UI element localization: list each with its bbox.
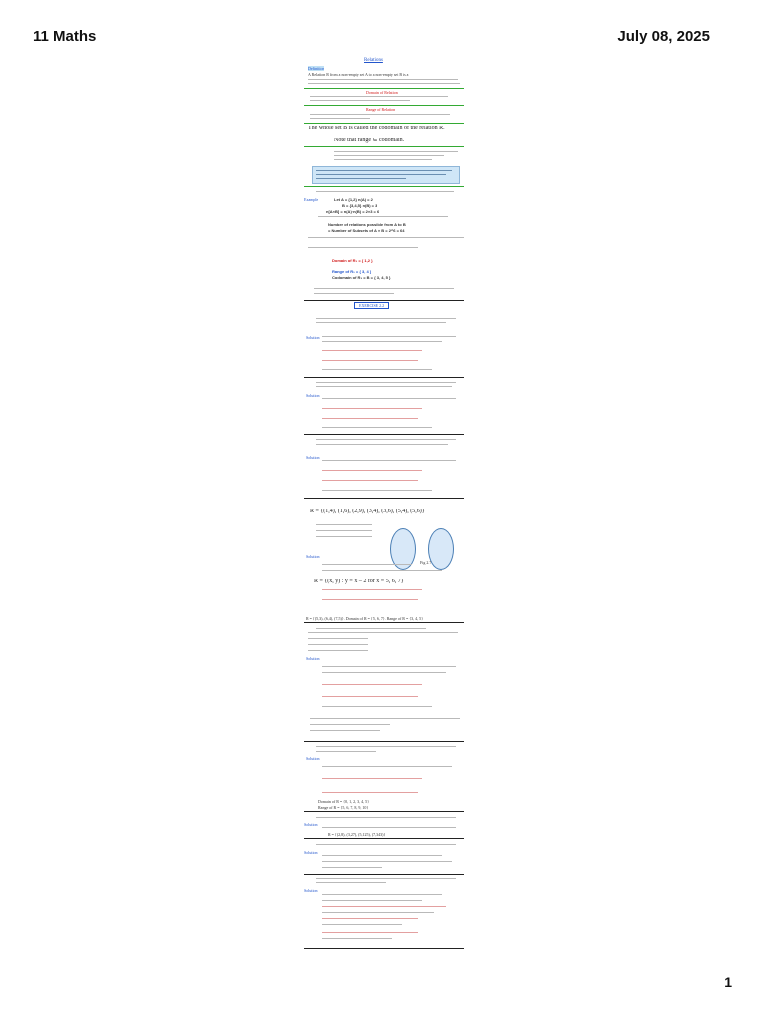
text-line <box>316 817 456 818</box>
text-line <box>322 408 422 409</box>
divider <box>304 622 464 623</box>
text-line <box>308 632 458 633</box>
remark-box <box>312 166 460 184</box>
page-number: 1 <box>724 974 732 990</box>
text-line <box>316 439 456 440</box>
range-tag: Range of Relation <box>366 107 396 112</box>
text-line <box>322 360 418 361</box>
text-line <box>316 878 456 879</box>
divider <box>304 498 464 499</box>
text-line <box>318 216 448 217</box>
text-line <box>316 318 456 319</box>
definition-tag: Definition <box>308 66 325 71</box>
solution-label: Solution <box>304 888 318 893</box>
text-line <box>310 96 448 97</box>
text-line <box>322 418 418 419</box>
divider <box>304 186 464 187</box>
text-line <box>316 178 406 179</box>
divider <box>304 434 464 435</box>
solution-label: Solution <box>304 822 318 827</box>
text-line <box>322 918 418 919</box>
text-line <box>316 386 452 387</box>
text-line <box>322 906 446 907</box>
text-line <box>308 650 368 651</box>
text-line <box>322 341 442 342</box>
text-line <box>316 751 376 752</box>
range-result: Range of R₁ = { 3, 4 } <box>332 269 372 274</box>
text-line <box>316 882 386 883</box>
divider <box>304 88 464 89</box>
codomain-result: Codomain of R₁ = B = { 3, 4, 5 } <box>332 275 391 280</box>
text-line <box>316 524 372 525</box>
text-line <box>322 570 442 571</box>
text-line <box>322 900 422 901</box>
text-line <box>322 861 452 862</box>
domain-tag: Domain of Relation <box>366 90 398 95</box>
text-line <box>322 427 432 428</box>
text-line <box>316 382 456 383</box>
note-line: Note that range ⊆ codomain. <box>334 138 405 143</box>
solution-label: Solution <box>306 455 320 460</box>
text-line <box>322 684 422 685</box>
solution-label: Solution <box>306 554 320 559</box>
text-line <box>316 191 454 192</box>
text-line <box>316 628 426 629</box>
text-line <box>322 766 452 767</box>
text-line <box>308 237 464 238</box>
divider <box>304 874 464 875</box>
text-line <box>322 932 418 933</box>
solution-label: Solution <box>306 756 320 761</box>
text-line <box>322 672 446 673</box>
text-line <box>316 844 456 845</box>
text-line <box>322 855 442 856</box>
text-line <box>322 564 412 565</box>
ex4-set: R = {(x, y) : y = x – 2 for x = 5, 6, 7} <box>314 579 404 584</box>
divider <box>304 811 464 812</box>
text-line <box>322 470 422 471</box>
divider <box>304 105 464 106</box>
text-line <box>322 336 456 337</box>
fig-label: Fig 2.7 <box>420 560 432 565</box>
text-line <box>316 444 448 445</box>
text-line <box>308 83 460 84</box>
text-line <box>316 746 456 747</box>
text-line <box>322 778 422 779</box>
text-line <box>322 894 442 895</box>
text-line <box>322 599 418 600</box>
ex6-range: Range of R = {5, 6, 7, 8, 9, 10} <box>318 805 369 810</box>
text-line <box>310 100 410 101</box>
ex6-domain: Domain of R = {0, 1, 2, 3, 4, 5} <box>318 799 369 804</box>
text-line <box>322 369 432 370</box>
text-line <box>316 174 446 175</box>
text-line <box>316 530 372 531</box>
divider <box>304 948 464 949</box>
text-line <box>322 398 456 399</box>
text-line <box>322 350 422 351</box>
relations-count: Number of relations possible from A to B <box>328 222 406 227</box>
definition-text: A Relation R from a non-empty set A to a non-empty set B is a <box>308 72 409 77</box>
text-line <box>322 912 434 913</box>
divider <box>304 123 464 124</box>
text-line <box>316 536 372 537</box>
notes-column <box>304 56 464 956</box>
text-line <box>322 792 418 793</box>
divider <box>304 838 464 839</box>
solution-label: Solution <box>306 393 320 398</box>
ex7-answer: R = {(2,8), (3,27), (5,125), (7,343)} <box>328 832 386 837</box>
divider <box>304 741 464 742</box>
text-line <box>308 247 418 248</box>
text-line <box>308 638 368 639</box>
ex3-answer: R = {(1,4), (1,6), (2,9), (3,4), (3,6), (5,4), (5,6)} <box>310 509 425 514</box>
text-line <box>334 159 432 160</box>
relations-formula: = Number of Subsets of A × B = 2^6 = 64 <box>328 228 405 233</box>
text-line <box>334 155 444 156</box>
header-subject: 11 Maths <box>33 28 97 45</box>
ex4-answer: R = {(5,3), (6,4), (7,5)}. Domain of R = {5, 6, 7}. Range of R = {3, 4, 5} <box>306 616 424 621</box>
text-line <box>334 151 458 152</box>
text-line <box>322 867 382 868</box>
codomain-line: The whole set B is called the codomain of the relation R. <box>308 126 445 131</box>
text-line <box>322 938 392 939</box>
divider <box>304 377 464 378</box>
exercise-title: EXERCISE 2.2 <box>354 302 389 309</box>
notes-title: Relations <box>364 58 383 63</box>
text-line <box>310 724 390 725</box>
text-line <box>322 706 432 707</box>
solution-label: Solution <box>306 335 320 340</box>
text-line <box>308 79 458 80</box>
text-line <box>316 170 452 171</box>
text-line <box>322 589 422 590</box>
divider <box>304 146 464 147</box>
text-line <box>322 480 418 481</box>
text-line <box>310 114 450 115</box>
text-line <box>314 288 454 289</box>
divider <box>304 300 464 301</box>
let-line: Let A = {1,2} n(A) = 2 <box>334 197 373 202</box>
product-line: n[A×B] = n(A)·n(B) = 2×3 = 6 <box>326 209 380 214</box>
text-line <box>322 924 402 925</box>
text-line <box>314 293 394 294</box>
text-line <box>310 730 380 731</box>
text-line <box>322 460 456 461</box>
text-line <box>310 118 370 119</box>
domain-result: Domain of R₁ = { 1,2 } <box>332 258 373 263</box>
header-date: July 08, 2025 <box>617 28 710 45</box>
b-line: B = {3,4,5} n(B) = 3 <box>342 203 378 208</box>
text-line <box>322 490 432 491</box>
text-line <box>316 322 446 323</box>
text-line <box>308 644 368 645</box>
text-line <box>322 666 456 667</box>
text-line <box>322 827 456 828</box>
example-tag: Example <box>304 197 319 202</box>
solution-label: Solution <box>306 656 320 661</box>
solution-label: Solution <box>304 850 318 855</box>
text-line <box>322 696 418 697</box>
set-q-diagram <box>428 528 454 570</box>
text-line <box>310 718 460 719</box>
